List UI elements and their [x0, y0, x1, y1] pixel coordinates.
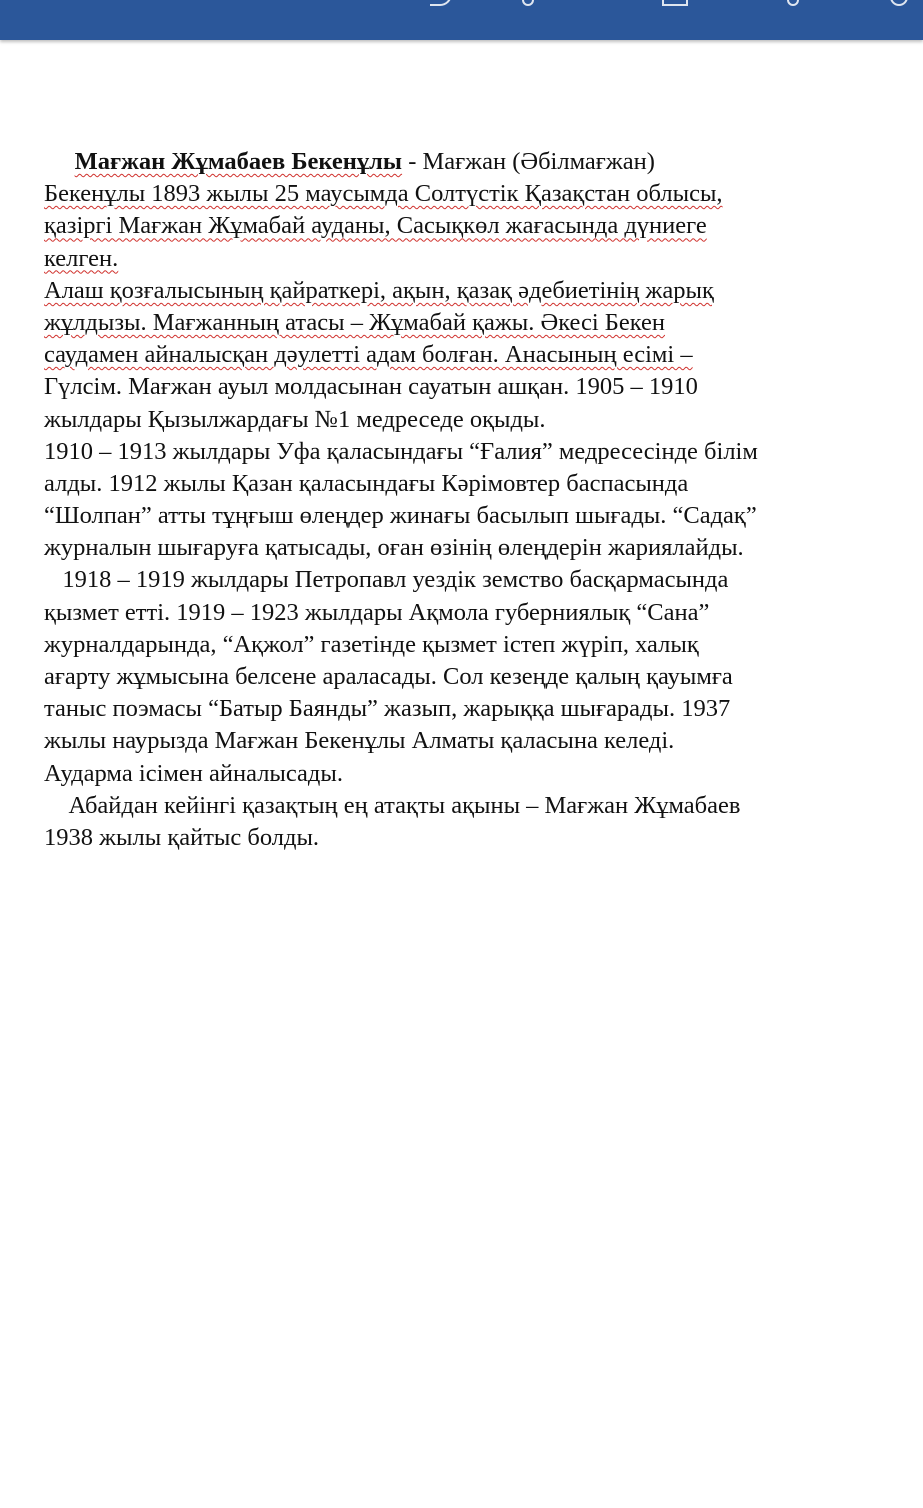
document-title: Мағжан Жұмабаев Бекенұлы: [74, 148, 403, 175]
paragraph-4-line-6: жылы наурызда Мағжан Бекенұлы Алматы қаласына келеді.: [44, 727, 675, 755]
search-icon[interactable]: [787, 0, 799, 6]
paragraph-2-line-4: Гүлсім. Мағжан ауыл молдасынан сауатын ашқан. 1905 – 1910: [44, 373, 698, 401]
paragraph-1-line-2: Бекенұлы 1893 жылы 25 маусымда Солтүстік Қазақстан облысы,: [44, 180, 723, 208]
paragraph-2-line-3: саудамен айналысқан дәулетті адам болған. Анасының есімі –: [44, 341, 693, 369]
paragraph-3-line-2: алды. 1912 жылы Қазан қаласындағы Кәрімовтер баспасында: [44, 469, 689, 497]
paragraph-1-line-3: қазіргі Мағжан Жұмабай ауданы, Сасықкөл жағасында дүниеге: [44, 212, 707, 240]
mention-icon[interactable]: [522, 0, 534, 6]
paragraph-4-line-4: ағарту жұмысына белсене араласады. Сол кезеңде қалың қауымға: [44, 663, 733, 690]
paragraph-4-line-2: қызмет етті. 1919 – 1923 жылдары Ақмола губерниялық “Сана”: [44, 598, 710, 626]
document-body[interactable]: [44, 146, 904, 854]
paragraph-1-line-1: [44, 146, 904, 178]
text-run: - Мағжан (Әбілмағжан): [402, 148, 655, 175]
paragraph-3-line-1: 1910 – 1913 жылдары Уфа қаласындағы “Ғалия” медресесінде білім: [44, 437, 758, 465]
paragraph-3-line-4: журналын шығаруға қатысады, оған өзінің өлеңдерін жариялайды.: [44, 534, 744, 562]
paragraph-2-line-1: Алаш қозғалысының қайраткері, ақын, қазақ әдебиетінің жарық: [44, 276, 714, 304]
paragraph-5-line-1: Абайдан кейінгі қазақтың ең атақты ақыны – Мағжан Жұмабаев: [44, 791, 741, 819]
paragraph-4-line-3: журналдарында, “Ақжол” газетінде қызмет істеп жүріп, халық: [44, 630, 699, 658]
paragraph-4-line-1: 1918 – 1919 жылдары Петропавл уездік земство басқармасында: [44, 566, 729, 594]
paragraph-1-line-4: келген.: [44, 244, 119, 272]
paragraph-4-line-5: таныс поэмасы “Батыр Баянды” жазып, жарыққа шығарады. 1937: [44, 695, 731, 723]
paragraph-3-line-3: “Шолпан” атты тұңғыш өлеңдер жинағы басылып шығады. “Садақ”: [44, 502, 757, 530]
paragraph-5-line-2: 1938 жылы қайтыс болды.: [44, 823, 320, 851]
share-icon[interactable]: [430, 0, 452, 6]
paragraph-2-line-2: жұлдызы. Мағжанның атасы – Жұмабай қажы. Әкесі Бекен: [44, 308, 666, 336]
comment-icon[interactable]: [662, 0, 688, 6]
more-icon[interactable]: [890, 0, 908, 6]
paragraph-4-line-7: Аудармa ісімен айналысады.: [44, 759, 343, 787]
paragraph-2-line-5: жылдары Қызылжардағы №1 медреседе оқыды.: [44, 405, 546, 433]
app-toolbar: [0, 0, 923, 40]
